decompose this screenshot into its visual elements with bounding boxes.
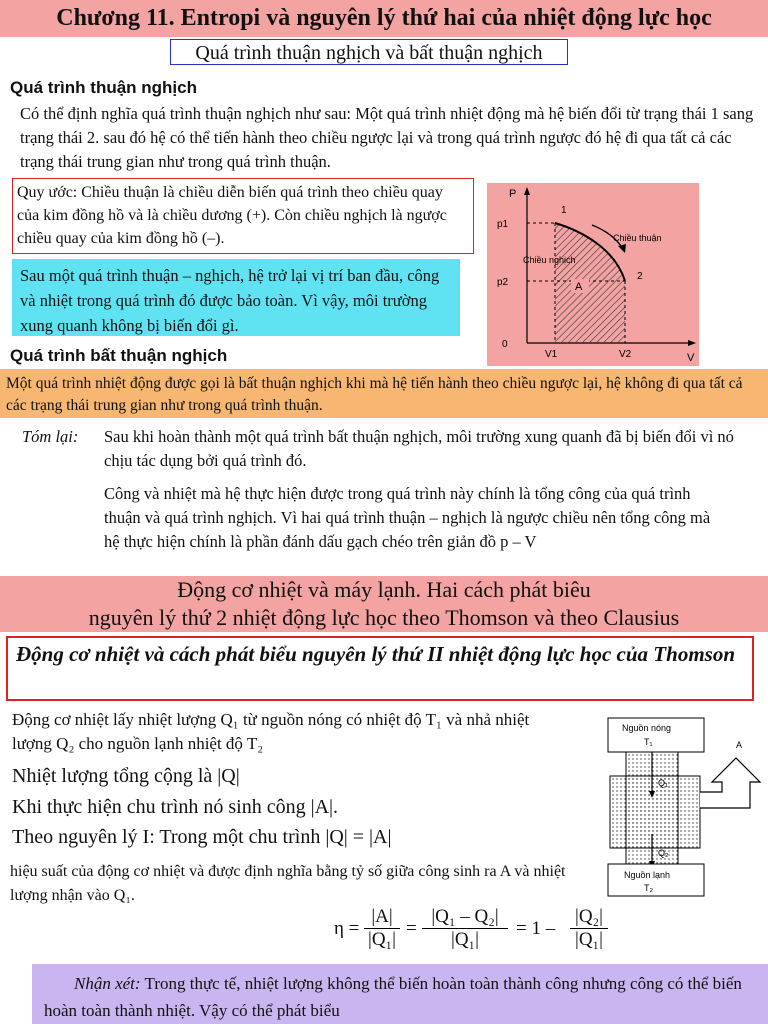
engine-text: Động cơ nhiệt lấy nhiệt lượng Q₁ từ nguồn nóng có nhiệt độ T₁ và nhả nhiệt lượng Q₂ cho nguồn lạnh nhiệt độ T₂ <box>12 710 530 753</box>
formula-Q1-b: |Q₁| <box>451 929 479 950</box>
formula-Q1-a: |Q₁| <box>368 929 396 950</box>
formula-Q1-c: |Q₁| <box>575 929 603 950</box>
remark-box <box>32 964 768 1024</box>
label-p1: p1 <box>497 219 509 230</box>
formula-A: |A| <box>364 906 400 929</box>
label-origin: 0 <box>502 339 508 350</box>
efficiency-formula <box>334 902 614 962</box>
formula-Q2: |Q₂| <box>570 906 608 929</box>
t2-label: T₂ <box>644 883 653 893</box>
label-point1: 1 <box>561 205 567 216</box>
convention-box: Quy ước: Chiều thuận là chiều diễn biến quá trình theo chiều quay của kim đồng hồ và là chiều dương (+). Còn chiều nghịch là ngược chiều quay của kim đồng hồ (–). <box>12 178 474 254</box>
label-v1: V1 <box>545 349 558 360</box>
formula-frac-2 <box>422 906 508 951</box>
label-area: A <box>575 281 583 293</box>
efficiency-def: hiệu suất của động cơ nhiệt và được định nghĩa bằng tỷ số giữa công sinh ra A và nhiệt lượng nhận vào Q₁. <box>10 863 566 904</box>
engine-diagram <box>604 714 768 900</box>
pv-diagram <box>487 183 699 366</box>
label-v2: V2 <box>619 349 632 360</box>
page-subtitle: Quá trình thuận nghịch và bất thuận nghịch <box>170 39 568 65</box>
label-p2: p2 <box>497 277 509 288</box>
page-title: Chương 11. Entropi và nguyên lý thứ hai của nhiệt động lực học <box>0 0 768 37</box>
cold-source-label: Nguồn lạnh <box>624 870 671 880</box>
q1-label: Q₁ <box>658 778 669 788</box>
total-heat: Nhiệt lượng tổng cộng là |Q| <box>12 765 240 787</box>
t1-label: T₁ <box>644 737 653 747</box>
thomson-heading: Động cơ nhiệt và cách phát biểu nguyên lý thứ II nhiệt động lực học của Thomson <box>6 636 754 701</box>
section2-title <box>0 576 768 632</box>
label-p: P <box>509 188 517 200</box>
cold-source-box <box>608 864 704 896</box>
label-forward: Chiều thuận <box>613 233 662 243</box>
label-point2: 2 <box>637 271 643 282</box>
summary-label: Tóm lại: <box>22 427 79 446</box>
label-v: V <box>687 352 695 364</box>
hot-source-label: Nguồn nóng <box>622 723 672 733</box>
pv-diagram-svg <box>487 183 699 366</box>
work-label: A <box>736 740 743 750</box>
first-law: Theo nguyên lý I: Trong một chu trình |Q| = |A| <box>12 826 392 848</box>
remark-label: Nhận xét: <box>74 974 141 993</box>
formula-frac-1 <box>364 906 400 951</box>
reversible-definition: Có thể định nghĩa quá trình thuận nghịch như sau: Một quá trình nhiệt động mà hệ biến đổi từ trạng thái 1 sang trạng thái 2. sau đó hệ có thể tiến hành theo chiều ngược lại và trong quá trình ngược đó hệ đi qua tất cả các trạng thái trung gian như trong quá trình thuận. <box>20 104 754 171</box>
irreversible-heading: Quá trình bất thuận nghịch <box>10 346 228 365</box>
label-reverse: Chiều nghịch <box>523 255 576 265</box>
formula-num: |Q₁ – Q₂| <box>422 906 508 929</box>
work-arrow <box>700 758 760 808</box>
section2-title-line1: Động cơ nhiệt và máy lạnh. Hai cách phát biêu <box>177 577 591 602</box>
formula-eq-one: = 1 – <box>516 918 556 939</box>
formula-equals: = <box>406 918 417 939</box>
work-done: Khi thực hiện chu trình nó sinh công |A|. <box>12 796 339 818</box>
summary-2: Công và nhiệt mà hệ thực hiện được trong quá trình này chính là tổng công của quá trình thuận và quá trình nghịch. Vì hai quá trình thuận – nghịch là ngược chiều nên tổng công mà hệ thực hiện chính là phần đánh dấu gạch chéo trên giản đồ p – V <box>104 484 711 551</box>
irreversible-definition: Một quá trình nhiệt động được gọi là bất thuận nghịch khi mà hệ tiến hành theo chiều ngược lại, hệ không đi qua tất cả các trạng thái trung gian như trong quá trình thuận. <box>0 369 768 418</box>
reversible-result: Sau một quá trình thuận – nghịch, hệ trở lại vị trí ban đầu, công và nhiệt trong quá trình đó được bảo toàn. Vì vậy, môi trường xung quanh không bị biến đổi gì. <box>12 259 460 336</box>
formula-eta: η = <box>334 918 360 939</box>
reversible-heading: Quá trình thuận nghịch <box>10 78 197 97</box>
formula-frac-3 <box>570 906 608 951</box>
engine-diagram-svg <box>604 714 768 900</box>
remark-text: Trong thực tế, nhiệt lượng không thể biến hoàn toàn thành công nhưng công có thể biến hoàn toàn thành nhiệt. Vậy có thể phát biểu <box>44 974 742 1020</box>
q2-label: Q₂ <box>658 848 669 858</box>
section2-title-line2: nguyên lý thứ 2 nhiệt động lực học theo Thomson và theo Clausius <box>88 605 680 630</box>
summary-1: Sau khi hoàn thành một quá trình bất thuận nghịch, môi trường xung quanh đã bị biến đổi vì nó chịu tác dụng bởi quá trình đó. <box>104 427 734 470</box>
engine-body <box>610 776 700 848</box>
